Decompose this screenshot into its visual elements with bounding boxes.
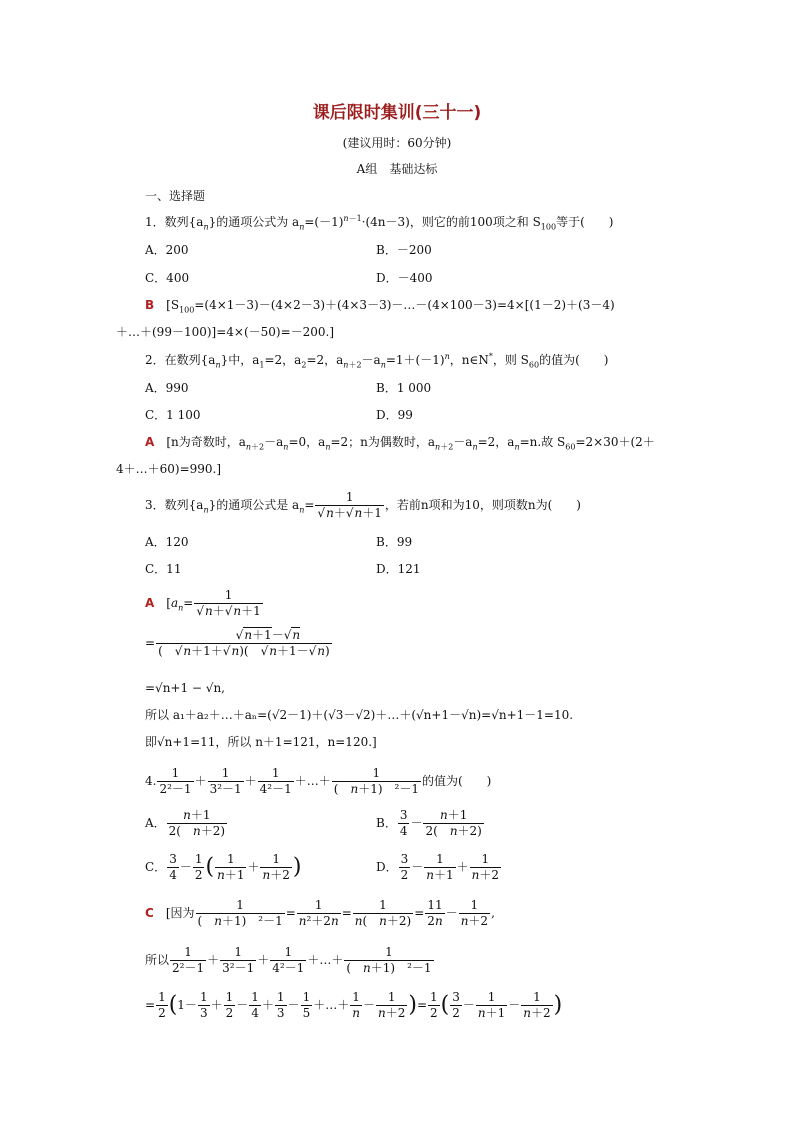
q4-option-c: C． $\frac{3}{4}$ － $\frac{1}{2}$ ( $\frac{1}{n+1}$ ＋ $\frac{1}{n+2}$ ) bbox=[145, 852, 302, 882]
q3-option-b: B．99 bbox=[376, 535, 413, 549]
question-3-stem: 3．数列$\{a_n\}$的通项公式是 $a_n=$ $\frac{1}{√n+√n+1}$ ，若前n项和为10，则项数n为( ) bbox=[145, 490, 581, 520]
q3-option-a: A．120 bbox=[145, 535, 189, 549]
question-2-stem: 2．在数列$\{a_n\}$中，$a_1=2$，$a_2=2$，$a_{n+2}-a_n=1+(-1)^n$，n∈N*，则 $S_{60}$的值为( ) bbox=[145, 352, 609, 370]
q2-option-a: A．990 bbox=[145, 381, 189, 395]
q3-answer: A bbox=[145, 596, 155, 610]
q3-option-d: D．121 bbox=[376, 562, 421, 576]
q3-solution-line-3: =√n+1 − √n, bbox=[145, 681, 225, 695]
q4-answer: C bbox=[145, 906, 154, 920]
q4-option-a: A． $\frac{n+1}{2( n+2)}$ bbox=[145, 808, 226, 838]
q4-solution-line-1: C [因为 $\frac{1}{\text{( n＋1) ²－1}}$ = $\frac{1}{\text{n²＋2n}}$ = $\frac{1}{n( n+2)}$ = $\frac{11}{2n}$ － $\frac{1}{n+2}$ , bbox=[145, 898, 495, 928]
q4-solution-line-3: = $\frac{1}{2}$ (1－ $\frac{1}{3}$ ＋ $\frac{1}{2}$ － $\frac{1}{4}$ ＋ $\frac{1}{3}$ － $\frac{1}{5}$ ＋…＋ $\frac{1}{n}$ － $\frac{1}{n+2}$ )= $\frac{1}{2}$ ( $\frac{3}{2}$ － $\frac{1}{n+1}$ － $\frac{1}{n+2}$ ) bbox=[145, 990, 563, 1020]
q1-answer: B bbox=[145, 298, 155, 312]
q2-option-d: D．99 bbox=[376, 408, 413, 422]
q3-option-c: C．11 bbox=[145, 562, 182, 576]
q1-option-c: C．400 bbox=[145, 271, 190, 285]
group-heading: A组 基础达标 bbox=[356, 162, 438, 176]
q1-solution-line-1: B [$S_{100}=(4\times 1-3)-(4\times 2-3)+(4\times 3-3)-\dots-(4\times 100-3)=4\times[(1-2)+(3-4)$ bbox=[145, 298, 615, 315]
question-4-stem: 4. $\frac{1}{\text{2²－1}}$ ＋ $\frac{1}{\text{3²－1}}$ ＋ $\frac{1}{\text{4²－1}}$ ＋…＋ $\frac{1}{\text{( n＋1) ²－1}}$ 的值为( ) bbox=[145, 766, 492, 796]
time-note: (建议用时：60分钟) bbox=[342, 136, 452, 150]
page-title: 课后限时集训(三十一) bbox=[312, 103, 482, 123]
q1-option-a: A．200 bbox=[145, 243, 189, 257]
q2-solution-line-2: 4＋…＋60)=990.] bbox=[116, 462, 222, 476]
q2-answer: A bbox=[145, 435, 155, 449]
q1-solution-line-2: ＋…＋(99－100)]=4×(－50)=－200.] bbox=[116, 325, 335, 339]
q2-solution-line-1: A [n为奇数时，$a_{n+2}-a_n=0$，$a_n=2$；n为偶数时，$a_{n+2}-a_n=2$，$a_n=n$.故 $S_{60}=2\times 30+(2+$ bbox=[145, 435, 655, 452]
q4-option-d: D． $\frac{3}{2}$ － $\frac{1}{n+1}$ ＋ $\frac{1}{n+2}$ bbox=[376, 852, 500, 882]
q3-solution-line-5: 即√n+1=11，所以 n＋1=121，n=120.] bbox=[145, 735, 377, 749]
section-heading: 一、选择题 bbox=[145, 189, 206, 203]
q1-option-b: B．－200 bbox=[376, 243, 432, 257]
q3-solution-line-1: A [$a_n=$ $\frac{1}{√n+√n+1}$ bbox=[145, 588, 261, 618]
q3-solution-line-4: 所以 a₁＋a₂＋…＋aₙ=(√2－1)＋(√3－√2)＋…＋(√n+1－√n)=√n+1－1=10. bbox=[145, 708, 574, 722]
q2-option-c: C．1 100 bbox=[145, 408, 201, 422]
q4-option-b: B． $\frac{3}{4}$ － $\frac{n+1}{2( n+2)}$ bbox=[376, 808, 482, 838]
q1-option-d: D．－400 bbox=[376, 271, 433, 285]
q2-option-b: B．1 000 bbox=[376, 381, 432, 395]
q3-solution-line-2: = $\frac{√n+1-√n}{( √n+1+√n)( √n+1-√n)}$ bbox=[145, 628, 330, 658]
q4-solution-line-2: 所以 $\frac{1}{\text{2²－1}}$ ＋ $\frac{1}{\text{3²－1}}$ ＋ $\frac{1}{\text{4²－1}}$ ＋…＋ $\frac{1}{\text{( n＋1) ²－1}}$ bbox=[145, 945, 432, 975]
question-1-stem: 1．数列$\{a_n\}$的通项公式为 $a_n=(-1)^{n-1}\cdot(4n-3)$，则它的前100项之和 $S_{100}$等于( ) bbox=[145, 214, 614, 232]
